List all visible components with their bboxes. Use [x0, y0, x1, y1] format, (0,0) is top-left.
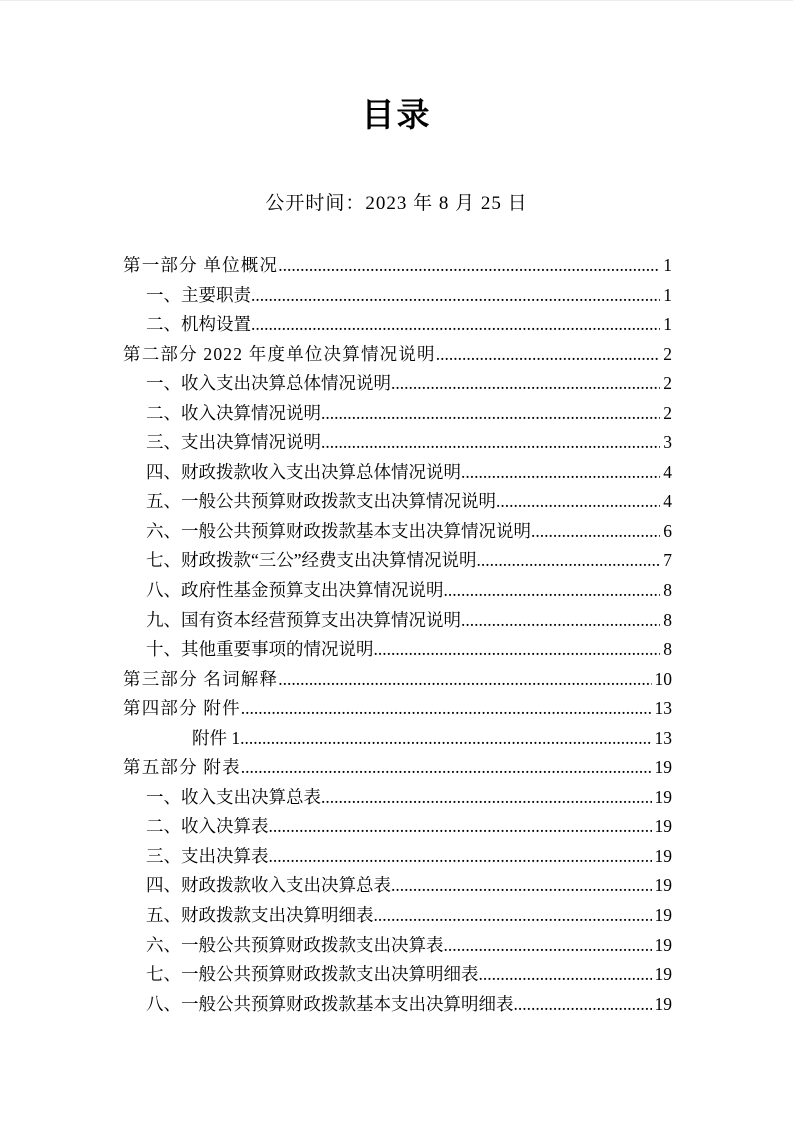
toc-entry-page-number: 13: [654, 698, 672, 719]
toc-leader-dots: [241, 753, 652, 783]
toc-entry: [123, 635, 672, 665]
toc-entry-page-number: 19: [654, 816, 672, 837]
toc-entry-page-number: 13: [654, 727, 672, 748]
toc-entry-label: 八、一般公共预算财政拨款基本支出决算明细表: [146, 993, 514, 1014]
toc-entry: [123, 753, 672, 783]
toc-leader-dots: [269, 812, 652, 842]
toc-leader-dots: [496, 487, 660, 517]
toc-entry-page-number: 19: [654, 905, 672, 926]
toc-leader-dots: [391, 369, 660, 399]
toc-entry: [123, 310, 672, 340]
toc-entry-label: 七、财政拨款“三公”经费支出决算情况说明: [146, 550, 477, 571]
toc-leader-dots: [461, 458, 660, 488]
toc-entry: [123, 606, 672, 636]
toc-leader-dots: [321, 428, 660, 458]
toc-entry-label: 二、收入决算情况说明: [146, 402, 321, 423]
toc-entry-page-number: 1: [663, 314, 672, 335]
toc-entry: [123, 399, 672, 429]
toc-entry-label: 一、收入支出决算总体情况说明: [146, 373, 391, 394]
toc-entry-label: 第二部分 2022 年度单位决算情况说明: [123, 343, 436, 364]
page-title: 目录: [361, 96, 432, 133]
toc-entry-page-number: 19: [654, 757, 672, 778]
toc-entry: [123, 487, 672, 517]
toc-entry-page-number: 8: [663, 609, 672, 630]
toc-entry-page-number: 6: [663, 520, 672, 541]
toc-leader-dots: [436, 340, 661, 370]
toc-leader-dots: [278, 251, 660, 281]
toc-leader-dots: [374, 901, 652, 931]
toc-entry-page-number: 3: [663, 432, 672, 453]
toc-leader-dots: [391, 871, 652, 901]
toc-entry-label: 一、收入支出决算总表: [146, 786, 321, 807]
toc-entry-page-number: 1: [663, 255, 672, 275]
toc-entry-label: 五、一般公共预算财政拨款支出决算情况说明: [146, 491, 496, 512]
toc-entry-page-number: 19: [654, 845, 672, 866]
toc-entry-label: 十、其他重要事项的情况说明: [146, 639, 374, 660]
toc-leader-dots: [240, 724, 651, 754]
toc-leader-dots: [514, 990, 652, 1020]
toc-entry: [123, 931, 672, 961]
toc-entry: [123, 576, 672, 606]
toc-leader-dots: [444, 576, 661, 606]
toc-entry-label: 四、财政拨款收入支出决算总表: [146, 875, 391, 896]
toc-entry-page-number: 2: [663, 373, 672, 394]
toc-entry: [123, 458, 672, 488]
toc-entry: [123, 281, 672, 311]
toc-entry: [123, 428, 672, 458]
toc-leader-dots: [251, 281, 660, 311]
toc-entry: [123, 517, 672, 547]
toc-leader-dots: [321, 399, 660, 429]
table-of-contents: [123, 251, 672, 1019]
toc-leader-dots: [374, 635, 661, 665]
toc-entry-page-number: 1: [663, 284, 672, 305]
toc-entry-label: 第三部分 名词解释: [123, 668, 279, 689]
toc-entry: [123, 369, 672, 399]
toc-entry: [123, 812, 672, 842]
toc-entry: [123, 783, 672, 813]
toc-entry-label: 二、收入决算表: [146, 816, 269, 837]
toc-entry-page-number: 8: [663, 580, 672, 601]
toc-entry-page-number: 19: [654, 875, 672, 896]
toc-entry-label: 三、支出决算情况说明: [146, 432, 321, 453]
toc-entry-label: 第四部分 附件: [123, 698, 241, 719]
toc-entry-label: 三、支出决算表: [146, 845, 269, 866]
toc-leader-dots: [531, 517, 660, 547]
toc-entry-label: 五、财政拨款支出决算明细表: [146, 905, 374, 926]
toc-leader-dots: [477, 546, 661, 576]
toc-leader-dots: [479, 960, 652, 990]
toc-entry-label: 二、机构设置: [146, 314, 251, 335]
toc-entry-page-number: 19: [654, 993, 672, 1014]
toc-entry-label: 七、一般公共预算财政拨款支出决算明细表: [146, 964, 479, 985]
toc-entry: [123, 842, 672, 872]
toc-entry-label: 第一部分 单位概况: [123, 255, 279, 275]
toc-leader-dots: [251, 310, 660, 340]
toc-entry: [123, 546, 672, 576]
toc-entry-page-number: 10: [654, 668, 672, 689]
toc-leader-dots: [269, 842, 652, 872]
toc-entry: [123, 340, 672, 370]
toc-entry-page-number: 4: [663, 491, 672, 512]
toc-entry: [123, 665, 672, 695]
toc-entry-page-number: 4: [663, 461, 672, 482]
toc-entry-page-number: 7: [663, 550, 672, 571]
toc-leader-dots: [241, 694, 652, 724]
toc-entry-label: 六、一般公共预算财政拨款基本支出决算情况说明: [146, 520, 531, 541]
toc-leader-dots: [461, 606, 660, 636]
toc-entry-page-number: 19: [654, 934, 672, 955]
toc-entry: [123, 724, 672, 754]
toc-entry-label: 六、一般公共预算财政拨款支出决算表: [146, 934, 444, 955]
toc-leader-dots: [278, 665, 651, 695]
toc-entry-label: 九、国有资本经营预算支出决算情况说明: [146, 609, 461, 630]
publish-time: 公开时间：2023 年 8 月 25 日: [265, 193, 528, 214]
toc-entry-label: 四、财政拨款收入支出决算总体情况说明: [146, 461, 461, 482]
toc-entry-label: 第五部分 附表: [123, 757, 241, 778]
toc-entry: [123, 960, 672, 990]
toc-entry: [123, 251, 672, 281]
toc-entry-label: 八、政府性基金预算支出决算情况说明: [146, 580, 444, 601]
toc-entry-label: 附件 1: [192, 727, 241, 748]
toc-entry-page-number: 8: [663, 639, 672, 660]
toc-entry-label: 一、主要职责: [146, 284, 251, 305]
toc-leader-dots: [444, 931, 652, 961]
toc-entry: [123, 990, 672, 1020]
toc-entry: [123, 871, 672, 901]
toc-entry-page-number: 2: [663, 343, 672, 364]
toc-entry: [123, 901, 672, 931]
toc-entry: [123, 694, 672, 724]
toc-entry-page-number: 19: [654, 786, 672, 807]
toc-entry-page-number: 2: [663, 402, 672, 423]
toc-leader-dots: [321, 783, 652, 813]
toc-entry-page-number: 19: [654, 964, 672, 985]
